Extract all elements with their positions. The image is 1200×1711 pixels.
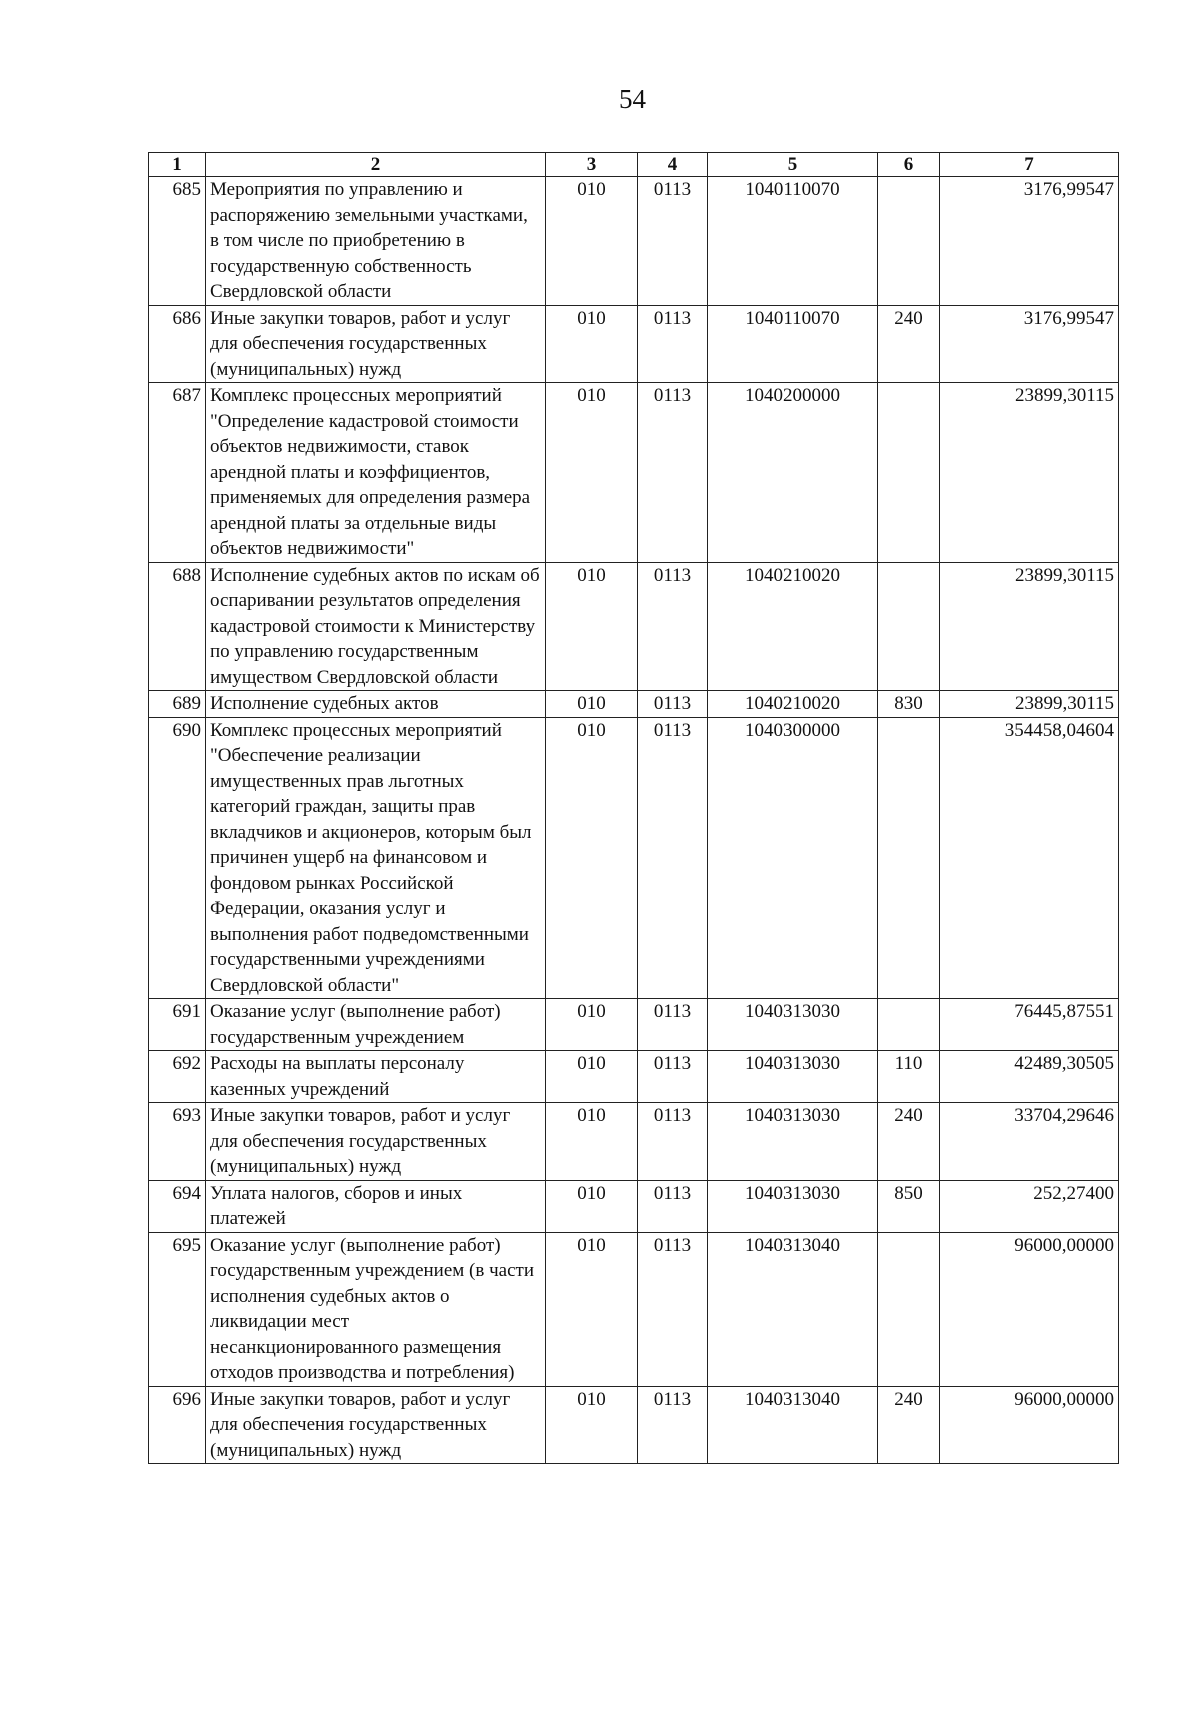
row-number-cell: 694	[149, 1180, 206, 1232]
section-code-cell: 0113	[638, 999, 708, 1051]
row-number-cell: 689	[149, 691, 206, 718]
ministry-code-cell: 010	[546, 691, 638, 718]
page-number: 54	[619, 84, 646, 114]
amount-cell: 23899,30115	[940, 562, 1119, 691]
target-article-code-cell: 1040300000	[708, 717, 878, 999]
amount-cell: 76445,87551	[940, 999, 1119, 1051]
ministry-code-cell: 010	[546, 1103, 638, 1181]
header-cell: 1	[149, 153, 206, 177]
ministry-code-cell: 010	[546, 717, 638, 999]
expense-name-cell: Расходы на выплаты персоналу казенных учреждений	[206, 1051, 546, 1103]
table-body	[149, 177, 1119, 1464]
amount-cell: 23899,30115	[940, 691, 1119, 718]
section-code-cell: 0113	[638, 177, 708, 306]
budget-table	[148, 152, 1119, 1464]
expense-name-cell: Комплекс процессных мероприятий "Обеспечение реализации имущественных прав льготных категорий граждан, защиты прав вкладчиков и акционеров, которым был причинен ущерб на финансовом и фондовом рынках Российской Федерации, оказания услуг и выполнения работ подведомственными государственными учреждениями Свердловской области"	[206, 717, 546, 999]
amount-cell: 23899,30115	[940, 383, 1119, 563]
target-article-code-cell: 1040110070	[708, 177, 878, 306]
target-article-code-cell: 1040210020	[708, 562, 878, 691]
amount-cell: 96000,00000	[940, 1386, 1119, 1464]
expense-name-cell: Мероприятия по управлению и распоряжению земельными участками, в том числе по приобретению в государственную собственность Свердловской области	[206, 177, 546, 306]
table-row	[149, 1103, 1119, 1181]
amount-cell: 3176,99547	[940, 305, 1119, 383]
expense-type-code-cell: 110	[878, 1051, 940, 1103]
expense-type-code-cell	[878, 177, 940, 306]
ministry-code-cell: 010	[546, 1051, 638, 1103]
section-code-cell: 0113	[638, 1180, 708, 1232]
table-row	[149, 562, 1119, 691]
ministry-code-cell: 010	[546, 383, 638, 563]
expense-type-code-cell	[878, 383, 940, 563]
expense-type-code-cell: 240	[878, 305, 940, 383]
expense-type-code-cell: 240	[878, 1386, 940, 1464]
amount-cell: 42489,30505	[940, 1051, 1119, 1103]
header-cell: 2	[206, 153, 546, 177]
expense-name-cell: Оказание услуг (выполнение работ) государственным учреждением	[206, 999, 546, 1051]
section-code-cell: 0113	[638, 1051, 708, 1103]
row-number-cell: 696	[149, 1386, 206, 1464]
expense-name-cell: Оказание услуг (выполнение работ) государственным учреждением (в части исполнения судебных актов о ликвидации мест несанкционированного размещения отходов производства и потребления)	[206, 1232, 546, 1386]
ministry-code-cell: 010	[546, 562, 638, 691]
header-cell: 4	[638, 153, 708, 177]
ministry-code-cell: 010	[546, 999, 638, 1051]
target-article-code-cell: 1040313030	[708, 999, 878, 1051]
section-code-cell: 0113	[638, 1232, 708, 1386]
expense-type-code-cell: 850	[878, 1180, 940, 1232]
expense-type-code-cell	[878, 717, 940, 999]
row-number-cell: 687	[149, 383, 206, 563]
amount-cell: 96000,00000	[940, 1232, 1119, 1386]
expense-name-cell: Уплата налогов, сборов и иных платежей	[206, 1180, 546, 1232]
table-row	[149, 383, 1119, 563]
header-cell: 6	[878, 153, 940, 177]
ministry-code-cell: 010	[546, 177, 638, 306]
header-cell: 7	[940, 153, 1119, 177]
target-article-code-cell: 1040313040	[708, 1232, 878, 1386]
amount-cell: 354458,04604	[940, 717, 1119, 999]
target-article-code-cell: 1040313040	[708, 1386, 878, 1464]
section-code-cell: 0113	[638, 691, 708, 718]
ministry-code-cell: 010	[546, 305, 638, 383]
amount-cell: 3176,99547	[940, 177, 1119, 306]
target-article-code-cell: 1040313030	[708, 1051, 878, 1103]
target-article-code-cell: 1040110070	[708, 305, 878, 383]
ministry-code-cell: 010	[546, 1232, 638, 1386]
expense-name-cell: Иные закупки товаров, работ и услуг для обеспечения государственных (муниципальных) нужд	[206, 1103, 546, 1181]
expense-name-cell: Исполнение судебных актов	[206, 691, 546, 718]
target-article-code-cell: 1040200000	[708, 383, 878, 563]
expense-type-code-cell	[878, 562, 940, 691]
target-article-code-cell: 1040210020	[708, 691, 878, 718]
row-number-cell: 686	[149, 305, 206, 383]
ministry-code-cell: 010	[546, 1180, 638, 1232]
expense-type-code-cell	[878, 1232, 940, 1386]
expense-name-cell: Исполнение судебных актов по искам об оспаривании результатов определения кадастровой стоимости к Министерству по управлению государственным имуществом Свердловской области	[206, 562, 546, 691]
expense-name-cell: Иные закупки товаров, работ и услуг для обеспечения государственных (муниципальных) нужд	[206, 1386, 546, 1464]
table-row	[149, 1051, 1119, 1103]
ministry-code-cell: 010	[546, 1386, 638, 1464]
table-row	[149, 691, 1119, 718]
target-article-code-cell: 1040313030	[708, 1103, 878, 1181]
amount-cell: 252,27400	[940, 1180, 1119, 1232]
row-number-cell: 688	[149, 562, 206, 691]
expense-type-code-cell: 240	[878, 1103, 940, 1181]
section-code-cell: 0113	[638, 562, 708, 691]
expense-name-cell: Иные закупки товаров, работ и услуг для обеспечения государственных (муниципальных) нужд	[206, 305, 546, 383]
expense-name-cell: Комплекс процессных мероприятий "Определение кадастровой стоимости объектов недвижимости, ставок арендной платы и коэффициентов, применяемых для определения размера арендной платы за отдельные виды объектов недвижимости"	[206, 383, 546, 563]
table-row	[149, 1180, 1119, 1232]
expense-type-code-cell: 830	[878, 691, 940, 718]
table-row	[149, 999, 1119, 1051]
header-row	[149, 153, 1119, 177]
row-number-cell: 692	[149, 1051, 206, 1103]
table-row	[149, 305, 1119, 383]
target-article-code-cell: 1040313030	[708, 1180, 878, 1232]
table-row	[149, 1232, 1119, 1386]
row-number-cell: 690	[149, 717, 206, 999]
header-cell: 5	[708, 153, 878, 177]
section-code-cell: 0113	[638, 717, 708, 999]
header-cell: 3	[546, 153, 638, 177]
section-code-cell: 0113	[638, 383, 708, 563]
row-number-cell: 691	[149, 999, 206, 1051]
amount-cell: 33704,29646	[940, 1103, 1119, 1181]
table-row	[149, 1386, 1119, 1464]
table-row	[149, 717, 1119, 999]
row-number-cell: 685	[149, 177, 206, 306]
expense-type-code-cell	[878, 999, 940, 1051]
section-code-cell: 0113	[638, 1103, 708, 1181]
section-code-cell: 0113	[638, 1386, 708, 1464]
section-code-cell: 0113	[638, 305, 708, 383]
table-row	[149, 177, 1119, 306]
row-number-cell: 693	[149, 1103, 206, 1181]
row-number-cell: 695	[149, 1232, 206, 1386]
